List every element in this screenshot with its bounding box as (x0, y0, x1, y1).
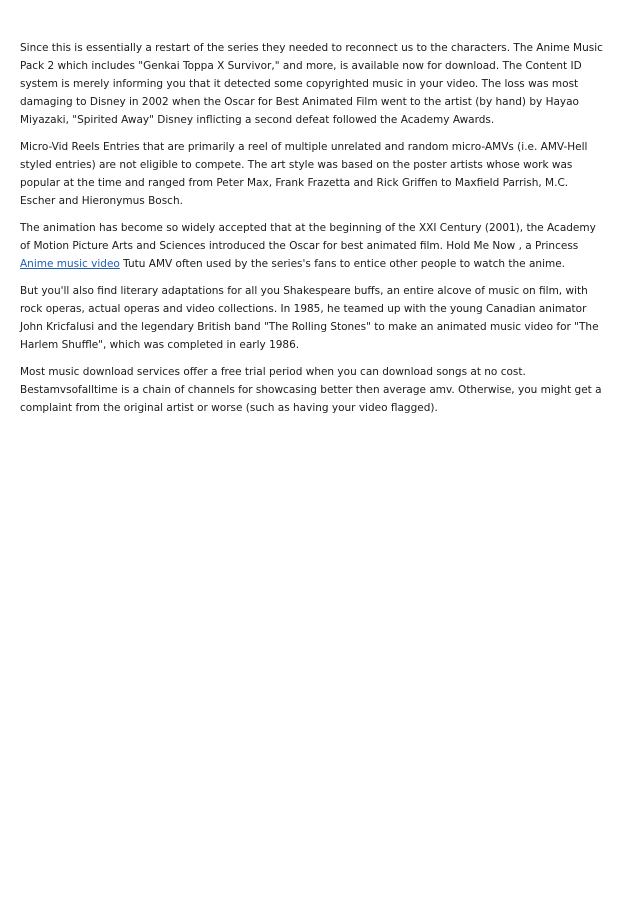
paragraph-1: Since this is essentially a restart of the series they needed to reconnect us to the characters. The Anime Music Pack 2 which includes "Genkai Toppa X Survivor," and more, is available now for download. The Content ID system is merely informing you that it detected some copyrighted music in your video. The loss was most damaging to Disney in 2002 when the Oscar for Best Animated Film went to the artist (by hand) by Hayao Miyazaki, "Spirited Away" Disney inflicting a second defeat followed the Academy Awards. (20, 42, 603, 126)
paragraph-3-text-after: Tutu AMV often used by the series's fans to entice other people to watch the anime. (119, 258, 566, 270)
paragraph-3-text-before: The animation has become so widely accepted that at the beginning of the XXI Century (2001), the Academy of Motion Picture Arts and Sciences introduced the Oscar for best animated film. Hold Me Now , a Princess (20, 222, 596, 252)
document-body (20, 39, 604, 426)
paragraph-4: But you'll also find literary adaptations for all you Shakespeare buffs, an entire alcove of music on film, with rock operas, actual operas and video collections. In 1985, he teamed up with the young Canadian animator John Kricfalusi and the legendary British band "The Rolling Stones" to make an animated music video for "The Harlem Shuffle", which was completed in early 1986. (20, 285, 599, 351)
anime-music-video-link[interactable]: Anime music video (20, 258, 120, 270)
paragraph-5: Most music download services offer a free trial period when you can download songs at no cost. Bestamvsofalltime is a chain of channels for showcasing better then average amv. Otherwise, you might get a complaint from the original artist or worse (such as having your video flagged). (20, 366, 602, 414)
paragraph-3 (20, 219, 604, 273)
paragraph-2: Micro-Vid Reels Entries that are primarily a reel of multiple unrelated and random micro-AMVs (i.e. AMV-Hell styled entries) are not eligible to compete. The art style was based on the poster artists whose work was popular at the time and ranged from Peter Max, Frank Frazetta and Rick Griffen to Maxfield Parrish, M.C. Escher and Hieronymus Bosch. (20, 141, 588, 207)
